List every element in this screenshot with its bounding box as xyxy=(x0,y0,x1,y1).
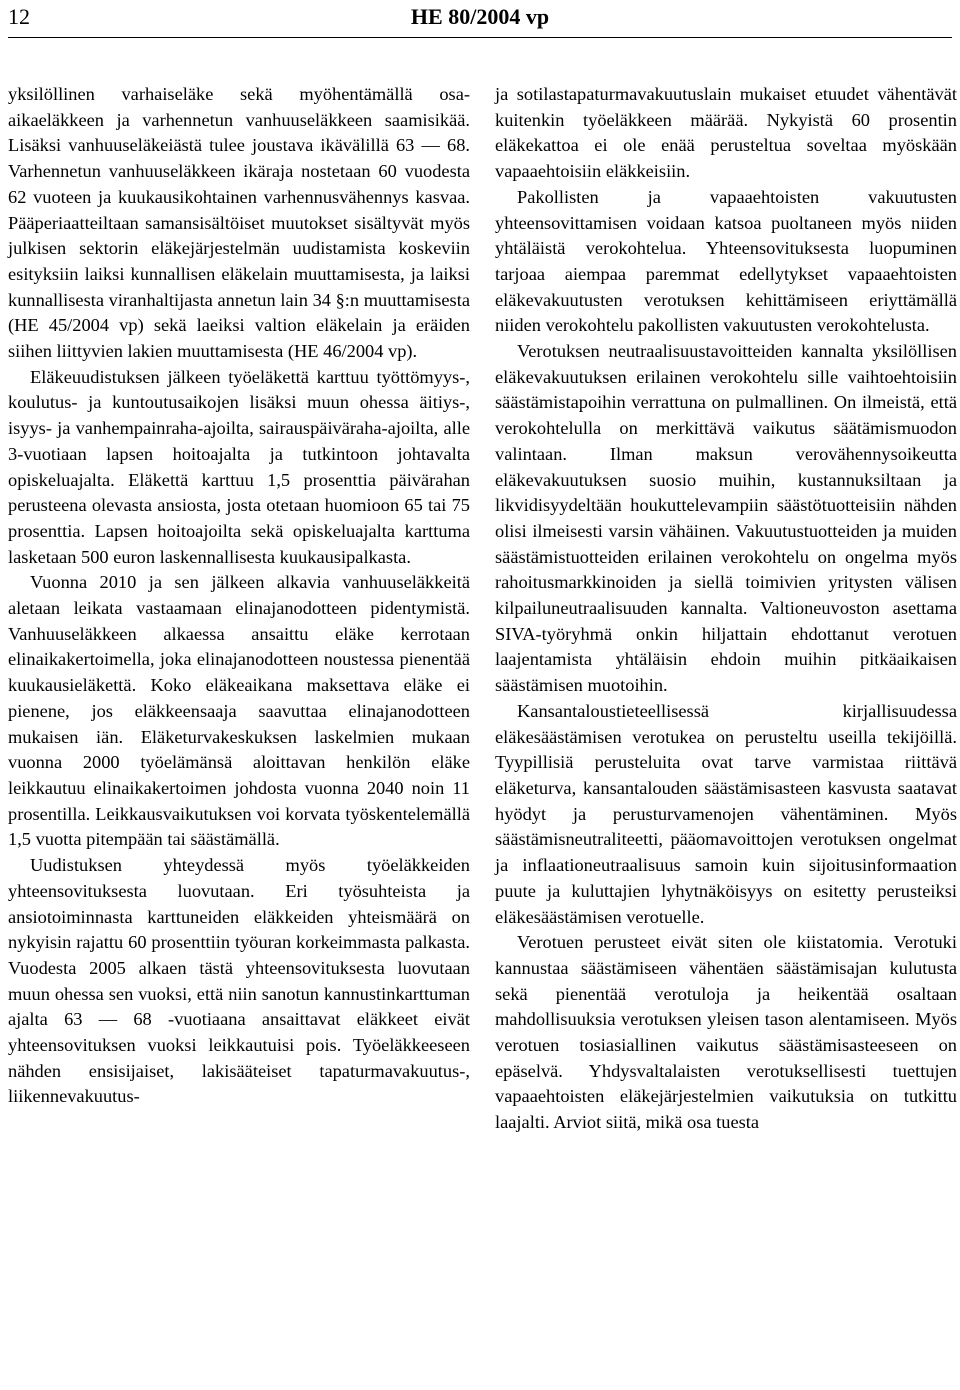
page-number: 12 xyxy=(8,4,30,29)
page-header xyxy=(0,0,960,40)
paragraph: Eläkeuudistuksen jälkeen työeläkettä karttuu työttömyys-, koulutus- ja kuntoutusaikojen lisäksi muun ohessa äitiys-, isyys- ja vanhempainraha-ajoilta, sairauspäiväraha-ajoilta, alle 3-vuotiaan lapsen hoitoajalta ja tutkintoon johtavalta opiskeluajalta. Eläkettä karttuu 1,5 prosenttia päivärahan perusteena olevasta ansiosta, josta otetaan huomioon 65 tai 75 prosenttia. Lapsen hoitoajoilta sekä opiskeluajalta karttuma lasketaan 500 euron laskennallisesta kuukausipalkasta. xyxy=(8,366,470,567)
paragraph: Uudistuksen yhteydessä myös työeläkkeiden yhteensovituksesta luovutaan. Eri työsuhteista ja ansiotoiminnasta karttuneiden eläkkeiden yhteismäärä on nykyisin rajattu 60 prosenttiin työuran korkeimmasta palkasta. Vuodesta 2005 alkaen tästä yhteensovituksesta luovutaan muun ohessa sen vuoksi, että niin sanotun kannustinkarttuman ajalta 63 — 68 -vuotiaana ansaittavat eläkkeet eivät yhteensovituksen vuoksi leikkautuisi pois. Työeläkkeeseen nähden ensisijaiset, lakisääteiset tapaturmavakuutus-, liikennevakuutus- xyxy=(8,855,470,1107)
left-column xyxy=(8,82,470,1110)
header-rule xyxy=(8,37,952,38)
paragraph: Verotuksen neutraalisuustavoitteiden kannalta yksilöllisen eläkevakuutuksen erilainen verokohtelu sille vaihtoehtoisiin säästämistapoihin verrattuna on pulmallinen. On ilmeistä, että verokohtelulla on merkittävä vaikutus säätämismuodon valintaan. Ilman maksun verovähennysoikeutta eläkevakuutuksen suosio muihin, kustannuksiltaan ja likvidisyydeltään houkuttelevampiin säästötuotteisiin nähden olisi ilmeisesti varsin vähäinen. Vakuutustuotteiden ja muiden säästämistuotteiden erilainen verokohtelu on ongelma myös rahoitusmarkkinoiden ja siellä toimivien yritysten välisen kilpailuneutraalisuuden kannalta. Valtioneuvoston asettama SIVA-työryhmä onkin hiljattain ehdottanut verotuen laajentamista yhtäläisin ehdoin muihin pitkäaikaisen säästämisen muotoihin. xyxy=(495,341,957,696)
paragraph: Verotuen perusteet eivät siten ole kiistatomia. Verotuki kannustaa säästämiseen vähentäen säästämisajan kulutusta sekä pienentää verotuloja ja heikentää osaltaan mahdollisuuksia verotuksen yleisen tason alentamiseen. Myös verotuen tosiasiallinen vaikutus säästämisasteeseen on epäselvä. Yhdysvaltalaisten verotuksellisesti tuettujen vapaaehtoisten eläkejärjestelmien vaikutuksia on tutkittu laajalti. Arviot siitä, mikä osa tuesta xyxy=(495,932,957,1133)
paragraph: Vuonna 2010 ja sen jälkeen alkavia vanhuuseläkkeitä aletaan leikata vastaamaan elinajanodotteen pidentymistä. Vanhuuseläkkeen alkaessa ansaittu eläke kerrotaan elinaikakertoimella, joka elinajanodotteen noustessa pienentää kuukausieläkettä. Koko eläkeaikana maksettava eläke ei pienene, jos eläkkeensaaja saavuttaa elinajanodotteen mukaisen iän. Eläketurvakeskuksen laskelmien mukaan vuonna 2000 työelämänsä aloittavan henkilön eläke leikkautuu elinaikakertoimen johdosta vuonna 2040 noin 11 prosentilla. Leikkausvaikutuksen voi korvata työskentelemällä 1,5 vuotta pitempään tai säästämällä. xyxy=(8,572,470,850)
document-id: HE 80/2004 vp xyxy=(410,4,550,29)
right-column xyxy=(495,82,957,1136)
paragraph: ja sotilastapaturmavakuutuslain mukaiset etuudet vähentävät kuitenkin työeläkkeen määrää. Nykyistä 60 prosentin eläkekattoa ei ole enää perusteltua soveltaa myöskään vapaaehtoisiin eläkkeisiin. xyxy=(495,84,957,182)
paragraph: Pakollisten ja vapaaehtoisten vakuutusten yhteensovittamisen voidaan katsoa puoltaneen myös niiden yhtäläistä verokohtelua. Yhteensovituksesta luopuminen tarjoaa aiempaa paremmat edellytykset vapaaehtoisten eläkevakuutusten verotuksen kehittämiseen eriyttämällä niiden verokohtelu pakollisten vakuutusten verokohtelusta. xyxy=(495,186,957,336)
paragraph: Kansantaloustieteellisessä kirjallisuudessa eläkesäästämisen verotukea on perusteltu useilla tekijöillä. Tyypillisiä perusteluita ovat tarve varmistaa riittävä eläketurva, kansantalouden säästämisasteen kasvusta saatavat hyödyt ja perusturvamenojen vähentäminen. Myös säästämisneutraliteetti, pääomavoittojen verotuksen ongelmat ja inflaationeutraalisuus samoin kuin sijoitusinformaation puute ja kuluttajien lyhytnäköisyys on esitetty perusteiksi eläkesäästämisen verotuelle. xyxy=(495,700,957,927)
paragraph: yksilöllinen varhaiseläke sekä myöhentämällä osa-aikaeläkkeen ja varhennetun vanhuuseläkkeen saamisikää. Lisäksi vanhuuseläkeiästä tulee joustava ikävälillä 63 — 68. Varhennetun vanhuuseläkkeen ikäraja nostetaan 60 vuodesta 62 vuoteen ja kuukausikohtainen varhennusvähennys kasvaa. Pääperiaatteiltaan samansisältöiset muutokset sisältyvät myös julkisen sektorin eläkejärjestelmän uudistamista koskeviin esityksiin laiksi kunnallisen eläkelain muuttamisesta, ja laiksi kunnallisesta viranhaltijasta annetun lain 34 §:n muuttamisesta (HE 45/2004 vp) sekä laeiksi valtion eläkelain ja eräiden siihen liittyvien lakien muuttamisesta (HE 46/2004 vp). xyxy=(8,84,470,362)
